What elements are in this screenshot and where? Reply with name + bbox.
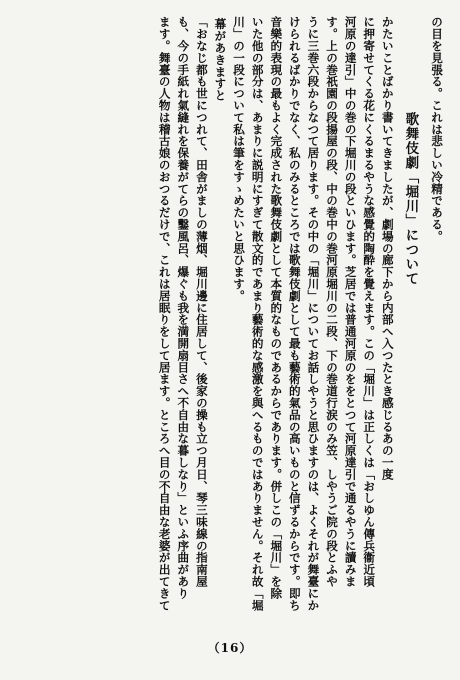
text-line: うに三巻六段からなつて居ります。その中の「堀川」についてお話しやうと思ひますのは、よくそれが舞臺にか <box>306 16 321 611</box>
text-line: も、今の手紙れ氣縫れを保養がてらの鑿風呂、爆ぐも我を満開扇目さへ不自由な暮しなり」といふ序曲があり <box>176 16 191 600</box>
page-number: （16） <box>207 641 253 655</box>
text-line: す。上の巻祇園の段揚屋の段、中の巻中の巻河原堀川の二段、下の巻道行涙のみ笠、しやうご院の段とふや <box>325 16 340 588</box>
text-line: 幕があきますと <box>213 18 228 102</box>
text-line: 音樂的表現の最もよく完成された歌舞伎劇として本質的なものであるからであります。併しこの「堀川」を除 <box>269 16 284 600</box>
text-line: かたいことばかり書いてきましたが、劇場の廊下から内部へ入つたとき感じるあの一度 <box>380 16 395 481</box>
text-line: 川」の一段について私は筆をすゝめたいと思ひます。 <box>232 16 247 302</box>
text-line: けられるばかりでなく、私のみるところでは歌舞伎劇として最も藝術的氣品の高いものと信ずるからです。即ち <box>287 16 302 611</box>
vertical-text-body <box>10 16 446 626</box>
text-line: 河原の達引」中の巻の下堀川の段といひます。芝居では普通河原のををとつて河原達引で通るやうに讀みま <box>343 16 358 588</box>
text-line: に押寄せてくる花にくるまるやうな感覺的陶酔を覺えます。この「堀川」は正しくは「おしゆん傳兵衞近頃 <box>362 16 377 588</box>
text-line: の目を見張る。これは悲しい冷精である。 <box>430 16 444 243</box>
text-line: 「おなじ都も世につれて、田舎がましの薄烟、堀川邊に住居して、後家の操も立つ月日、琴三味線の指南屋 <box>194 16 209 588</box>
section-heading: 歌舞伎劇「堀川」について <box>402 112 419 286</box>
text-line: いた他の部分は、あまりに説明にすぎて散文的であまり藝術的な感激を與へるものではありません。それ故「堀 <box>250 16 265 611</box>
text-line: ます。舞臺の人物は稽古娘のおつるだけで、これは居眠りをして居ます。ところへ目の不自由な老婆が出てきて <box>157 16 172 611</box>
